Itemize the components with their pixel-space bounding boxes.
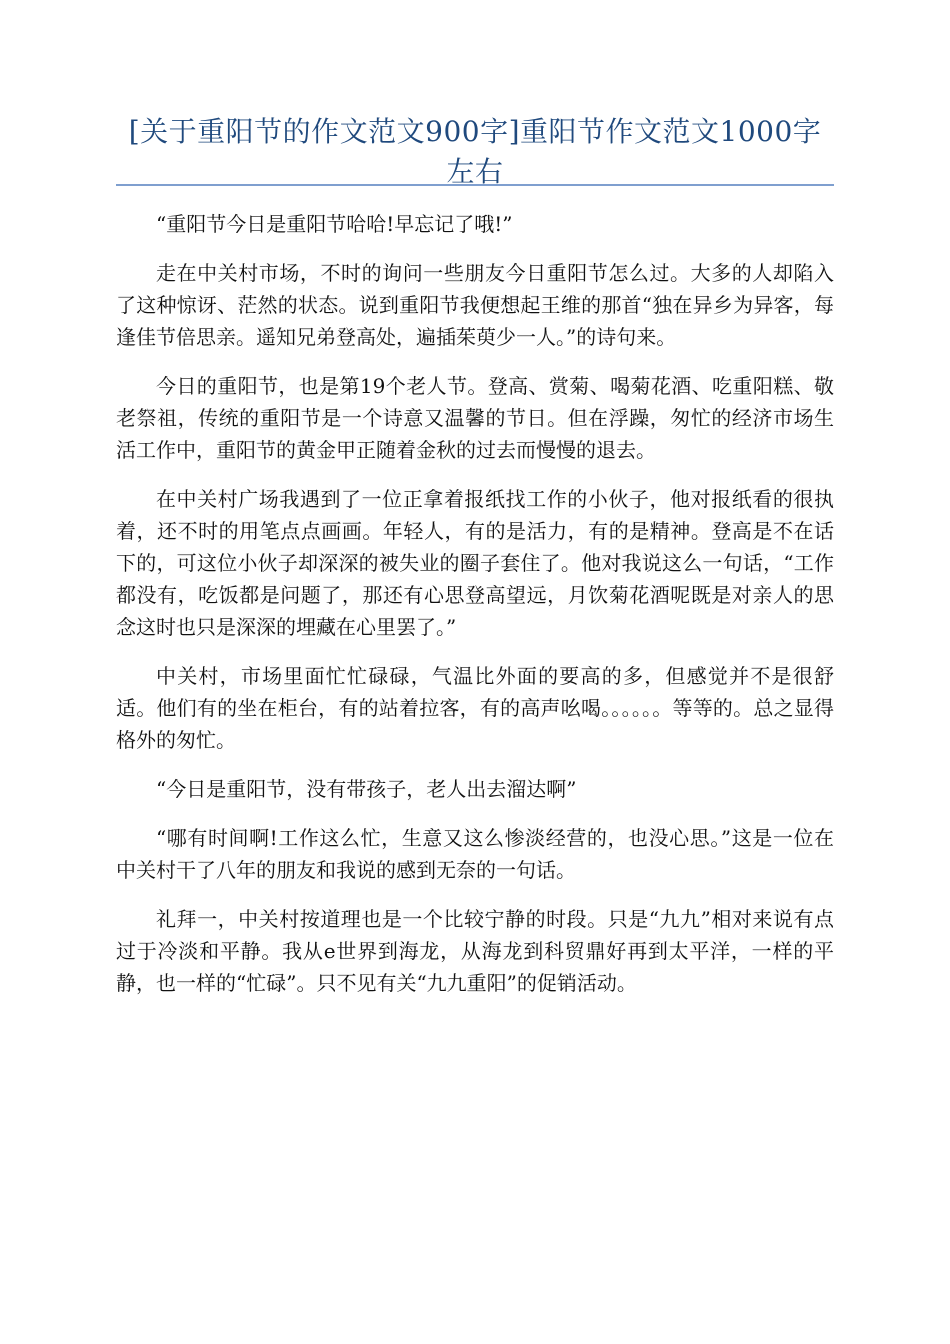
paragraph-3: 今日的重阳节，也是第19个老人节。登高、赏菊、喝菊花酒、吃重阳糕、敬老祭祖，传统的重阳节是一个诗意又温馨的节日。但在浮躁，匆忙的经济市场生活工作中，重阳节的黄金甲正随着金秋的过去而慢慢的退去。 bbox=[116, 374, 834, 462]
paragraph-1: “重阳节今日是重阳节哈哈!早忘记了哦!” bbox=[156, 212, 513, 236]
document-body bbox=[116, 208, 834, 1016]
paragraph-7: “哪有时间啊!工作这么忙，生意又这么惨淡经营的，也没心思。”这是一位在中关村干了八年的朋友和我说的感到无奈的一句话。 bbox=[116, 826, 834, 882]
document-title: [关于重阳节的作文范文900字]重阳节作文范文1000字左右 bbox=[128, 115, 822, 188]
paragraph-5: 中关村，市场里面忙忙碌碌，气温比外面的要高的多，但感觉并不是很舒适。他们有的坐在柜台，有的站着拉客，有的高声吆喝。。。。。。等等的。总之显得格外的匆忙。 bbox=[116, 664, 834, 752]
paragraph-8: 礼拜一，中关村按道理也是一个比较宁静的时段。只是“九九”相对来说有点过于冷淡和平静。我从e世界到海龙，从海龙到科贸鼎好再到太平洋，一样的平静，也一样的“忙碌”。只不见有关“九九重阳”的促销活动。 bbox=[116, 907, 834, 995]
paragraph-6: “今日是重阳节，没有带孩子，老人出去溜达啊” bbox=[156, 777, 577, 801]
paragraph-2: 走在中关村市场，不时的询问一些朋友今日重阳节怎么过。大多的人却陷入了这种惊讶、茫然的状态。说到重阳节我便想起王维的那首“独在异乡为异客，每逢佳节倍思亲。遥知兄弟登高处，遍插茱萸少一人。”的诗句来。 bbox=[116, 261, 834, 349]
title-underline bbox=[116, 184, 834, 186]
paragraph-4: 在中关村广场我遇到了一位正拿着报纸找工作的小伙子，他对报纸看的很执着，还不时的用笔点点画画。年轻人，有的是活力，有的是精神。登高是不在话下的，可这位小伙子却深深的被失业的圈子套住了。他对我说这么一句话，“工作都没有，吃饭都是问题了，那还有心思登高望远，月饮菊花酒呢既是对亲人的思念这时也只是深深的埋藏在心里罢了。” bbox=[116, 487, 834, 639]
